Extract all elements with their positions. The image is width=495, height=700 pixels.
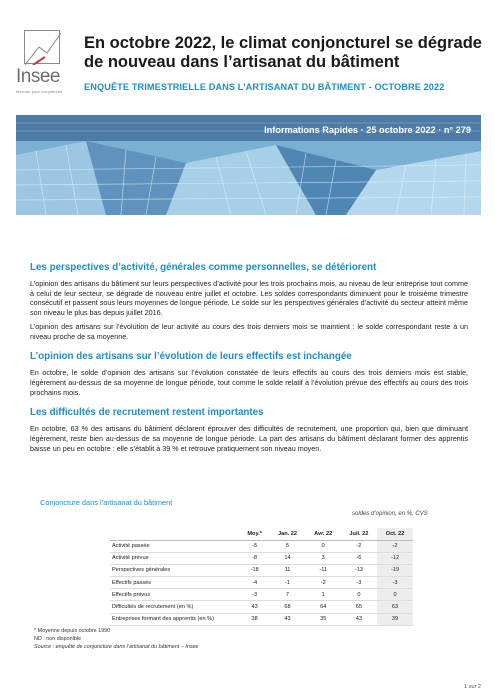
column-header: Jan. 22 — [269, 528, 305, 540]
row-label: Effectifs passés — [110, 577, 240, 589]
table-cell: -2 — [306, 577, 341, 589]
table-cell: 1 — [306, 589, 341, 601]
table-cell: 43 — [341, 613, 377, 625]
column-header: Moy.* — [240, 528, 269, 540]
table-cell: -8 — [240, 552, 269, 564]
table-notes — [34, 627, 199, 651]
table-cell: -4 — [240, 577, 269, 589]
table-cell: -19 — [377, 564, 413, 576]
row-label: Activité passée — [110, 540, 240, 552]
section-heading: Les perspectives d’activité, générales comme personnelles, se détériorent — [30, 262, 377, 273]
section-paragraph: En octobre, le solde d’opinion des artisans sur l’évolution constatée de leurs effectifs au cours des trois derniers mois est stable, légèrement au-dessus de sa moyenne de longue période, tout comme le solde relatif à l’évolution prévue des effectifs au cours des trois prochains mois. — [30, 368, 468, 397]
table-row — [110, 577, 413, 589]
table-unit: soldes d’opinion, en %, CVS — [352, 511, 428, 517]
row-label: Effectifs prévus — [110, 589, 240, 601]
table-cell: 11 — [269, 564, 305, 576]
table-cell: -3 — [377, 577, 413, 589]
section-paragraph: L’opinion des artisans du bâtiment sur leurs perspectives d’activité pour les trois prochains mois, au niveau de leur entreprise tout comme à celui de leur secteur, se dégrade de nouveau entre juillet et octobre. Les soldes correspondants diminuent pour le troisième trimestre consécutif et passent sous leurs moyennes de longue période. Le solde sur les perspectives générales d’activité du secteur atteint même son niveau le plus bas depuis juillet 2016. — [30, 279, 468, 318]
table-row — [110, 564, 413, 576]
logo-wordmark: Insee — [16, 66, 60, 87]
table-row — [110, 589, 413, 601]
page-number: 1 sur 2 — [464, 684, 481, 690]
table-cell: 5 — [269, 540, 305, 552]
table-row — [110, 552, 413, 564]
section-heading: L’opinion des artisans sur l’évolution de leurs effectifs est inchangée — [30, 351, 352, 363]
row-label: Perspectives générales — [110, 564, 240, 576]
row-label: Entreprises formant des apprentis (en %) — [110, 613, 240, 625]
section-workforce — [30, 351, 468, 397]
table-row — [110, 613, 413, 625]
section-paragraph: En octobre, 63 % des artisans du bâtiment déclarent éprouver des difficultés de recrutement, une proportion qui, bien que diminuant légèrement, reste bien au-dessus de sa moyenne de longue période. La part des artisans du bâtiment déclarant former des apprentis baisse un peu en octobre : elle s’établit à 39 % et retrouve pratiquement son niveau moyen. — [30, 424, 468, 453]
logo-mark-icon — [24, 30, 60, 64]
table-cell: 0 — [341, 589, 377, 601]
table-cell: -2 — [377, 540, 413, 552]
table-cell: 43 — [240, 601, 269, 613]
table-cell: -12 — [377, 552, 413, 564]
column-header: Juil. 22 — [341, 528, 377, 540]
table-cell: -2 — [341, 540, 377, 552]
note-not-available: ND : non disponible — [34, 636, 82, 642]
table-cell: -3 — [341, 577, 377, 589]
table-cell: -1 — [269, 577, 305, 589]
column-header: Avr. 22 — [306, 528, 341, 540]
table-cell: 14 — [269, 552, 305, 564]
table-cell: 64 — [306, 601, 341, 613]
table-cell: 63 — [377, 601, 413, 613]
table-row — [110, 540, 413, 552]
table-cell: 35 — [306, 613, 341, 625]
row-label: Activité prévue — [110, 552, 240, 564]
section-recruitment — [30, 407, 468, 453]
note-source: Source : enquête de conjoncture dans l’artisanat du bâtiment – Insee — [34, 644, 199, 650]
publication-reference: Informations Rapides · 25 octobre 2022 · n° 279 — [264, 125, 471, 135]
table-cell: -18 — [240, 564, 269, 576]
table-cell: -6 — [341, 552, 377, 564]
document-subtitle: ENQUÊTE TRIMESTRIELLE DANS L’ARTISANAT DU BÂTIMENT - OCTOBRE 2022 — [84, 82, 445, 92]
section-paragraph: L’opinion des artisans sur l’évolution de leur activité au cours des trois derniers mois se maintient : le solde correspondant reste à un niveau proche de sa moyenne. — [30, 321, 468, 341]
header-banner-image — [16, 115, 481, 215]
section-heading: Les difficultés de recrutement restent importantes — [30, 407, 264, 419]
note-average: * Moyenne depuis octobre 1990 — [34, 628, 111, 634]
logo-tagline: Mesurer pour comprendre — [16, 89, 63, 94]
document-title: En octobre 2022, le climat conjoncturel se dégrade de nouveau dans l’artisanat du bâtiment — [84, 34, 482, 71]
table-cell: 65 — [341, 601, 377, 613]
table-cell: 0 — [306, 540, 341, 552]
column-header: Oct. 22 — [377, 528, 413, 540]
article-body — [30, 262, 468, 463]
insee-logo — [14, 30, 72, 96]
row-label: Difficultés de recrutement (en %) — [110, 601, 240, 613]
table-cell: 39 — [377, 613, 413, 625]
table-cell: -3 — [240, 589, 269, 601]
section-activity-outlook — [30, 262, 468, 341]
table-cell: 38 — [240, 613, 269, 625]
table-cell: 0 — [377, 589, 413, 601]
table-cell: 43 — [269, 613, 305, 625]
table-row — [110, 601, 413, 613]
table-header-blank — [110, 528, 240, 540]
conjoncture-table — [110, 528, 413, 626]
table-cell: -13 — [341, 564, 377, 576]
table-cell: -5 — [240, 540, 269, 552]
table-cell: 7 — [269, 589, 305, 601]
table-cell: 3 — [306, 552, 341, 564]
table-title: Conjoncture dans l’artisanat du bâtiment — [40, 498, 173, 507]
table-cell: -11 — [306, 564, 341, 576]
table-header-row — [110, 528, 413, 540]
table-cell: 68 — [269, 601, 305, 613]
